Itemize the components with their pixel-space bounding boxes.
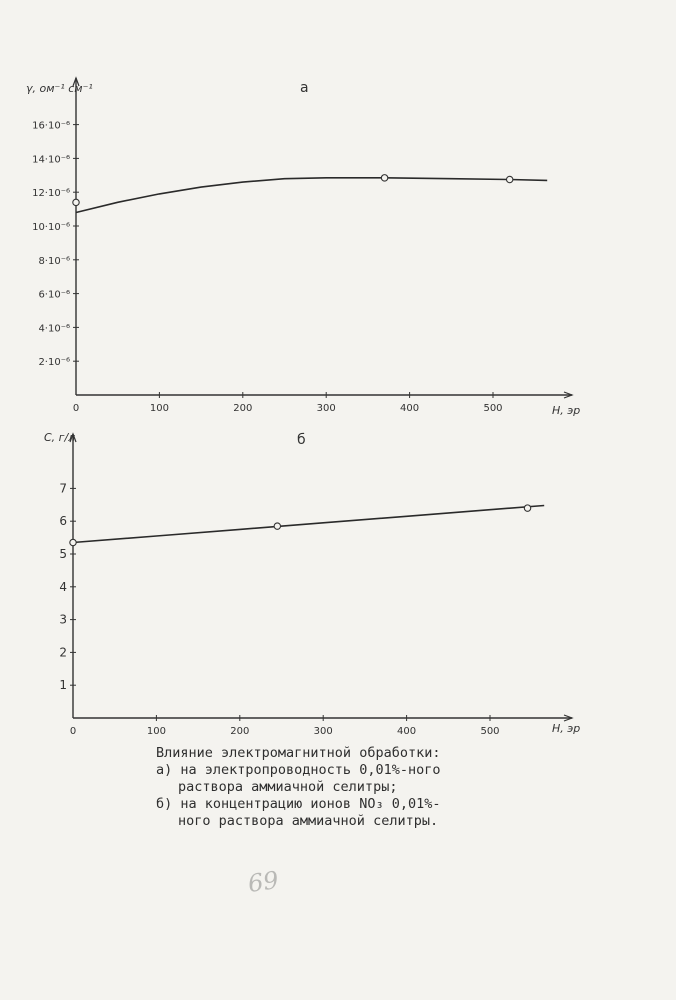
panel-label: a bbox=[300, 80, 309, 96]
y-axis-label: γ, ом⁻¹ см⁻¹ bbox=[26, 82, 93, 95]
x-tick-label: 0 bbox=[72, 403, 80, 414]
data-point bbox=[73, 199, 79, 205]
x-tick-label: 100 bbox=[149, 403, 169, 414]
series-line bbox=[73, 506, 544, 543]
caption-item-b: б) на концентрацию ионов NO₃ 0,01%- bbox=[156, 796, 441, 812]
y-tick-label: 1 bbox=[59, 678, 67, 693]
caption-item-b-cont: ного раствора аммиачной селитры. bbox=[178, 813, 439, 829]
caption-title: Влияние электромагнитной обработки: bbox=[156, 745, 441, 761]
caption-item-a-cont: раствора аммиачной селитры; bbox=[178, 779, 398, 795]
y-tick-label: 10·10⁻⁶ bbox=[32, 222, 70, 233]
x-tick-label: 300 bbox=[313, 726, 333, 737]
series-line bbox=[76, 178, 547, 213]
y-tick-label: 4 bbox=[59, 579, 67, 594]
chart-panel-a bbox=[26, 78, 580, 417]
data-point bbox=[70, 539, 76, 545]
x-axis-label: H, эр bbox=[552, 404, 581, 417]
x-tick-label: 200 bbox=[233, 403, 253, 414]
y-tick-label: 6·10⁻⁶ bbox=[38, 289, 70, 301]
data-point bbox=[506, 176, 512, 182]
x-tick-label: 400 bbox=[400, 403, 420, 414]
y-axis-label: C, г/л bbox=[44, 431, 76, 444]
y-tick-label: 6 bbox=[59, 514, 67, 529]
y-tick-label: 2 bbox=[59, 645, 67, 660]
y-tick-label: 14·10⁻⁶ bbox=[32, 154, 70, 166]
x-tick-label: 100 bbox=[146, 726, 166, 737]
data-point bbox=[524, 505, 530, 511]
y-tick-label: 4·10⁻⁶ bbox=[38, 323, 70, 335]
figure-caption bbox=[156, 745, 440, 830]
x-tick-label: 500 bbox=[480, 726, 500, 737]
y-tick-label: 16·10⁻⁶ bbox=[32, 120, 70, 132]
y-tick-label: 2·10⁻⁶ bbox=[38, 357, 70, 369]
y-tick-label: 12·10⁻⁶ bbox=[32, 188, 70, 200]
panel-label: б bbox=[297, 432, 306, 448]
y-tick-label: 5 bbox=[59, 547, 67, 561]
y-tick-label: 3 bbox=[59, 612, 67, 627]
x-tick-label: 300 bbox=[316, 403, 336, 414]
x-tick-label: 200 bbox=[230, 726, 250, 737]
page-number: 69 bbox=[246, 866, 281, 898]
chart-panel-b bbox=[44, 431, 580, 737]
x-tick-label: 0 bbox=[69, 726, 77, 737]
y-tick-label: 8·10⁻⁶ bbox=[38, 255, 70, 267]
x-axis-label: H, эр bbox=[552, 722, 581, 735]
data-point bbox=[381, 175, 387, 181]
y-tick-label: 7 bbox=[59, 481, 67, 496]
x-tick-label: 500 bbox=[483, 403, 503, 414]
caption-item-a: а) на электропроводность 0,01%-ного bbox=[156, 762, 441, 778]
data-point bbox=[274, 523, 280, 529]
x-tick-label: 400 bbox=[397, 726, 417, 737]
